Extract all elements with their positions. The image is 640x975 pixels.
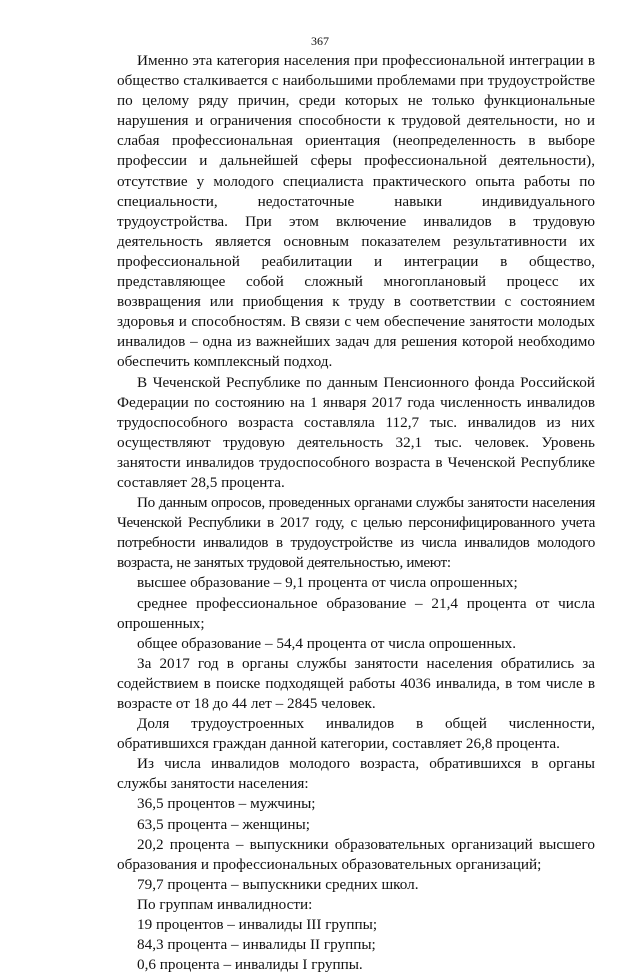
list-item-women: 63,5 процента – женщины;: [137, 815, 310, 833]
paragraph-category-integration: Именно эта категория населения при профессиональной интеграции в общество сталкивается с наибольшими проблемами при трудоустройстве по целому ряду причин, среди которых не только функциональные нарушения и ограничения способности к трудовой деятельности, но и слабая профессиональная ориентация (неопределенность в выборе профессии и дальнейшей сферы профессиональной деятельности), отсутствие у молодого специалиста практического опыта работы по специальности, недостаточные навыки индивидуального трудоустройства. При этом включение инвалидов в трудовую деятельность является основным показателем результативности их профессиональной реабилитации и интеграции в общество, представляющее собой сложный многоплановый процесс их возвращения или приобщения к труду в соответствии с состоянием здоровья и способностям. В связи с чем обеспечение занятости молодых инвалидов – одна из важнейших задач для решения которой необходимо обеспечить комплексный подход.: [117, 52, 595, 371]
document-body: [117, 51, 595, 975]
paragraph-survey-intro: По данным опросов, проведенных органами службы занятости населения Чеченской Республики в 2017 году, с целью персонифицированного учета потребности инвалидов в трудоустройстве из числа инвалидов молодого возраста, не занятых трудовой деятельностью, имеют:: [117, 494, 595, 572]
list-item-general-education: общее образование – 54,4 процента от числа опрошенных.: [137, 634, 517, 652]
disability-groups-heading: По группам инвалидности:: [137, 895, 313, 913]
list-item-school-graduates: 79,7 процента – выпускники средних школ.: [137, 875, 419, 893]
list-item-university-graduates: 20,2 процента – выпускники образовательных организаций высшего образования и профессиональных образовательных организаций;: [117, 835, 595, 873]
list-item-group-one: 0,6 процента – инвалиды I группы.: [137, 956, 363, 974]
list-item-men: 36,5 процентов – мужчины;: [137, 795, 316, 813]
list-item-secondary-professional-education: среднее профессиональное образование – 21,4 процента от числа опрошенных;: [117, 594, 595, 632]
list-item-group-two: 84,3 процента – инвалиды II группы;: [137, 936, 376, 954]
paragraph-pension-fund-statistics: В Чеченской Республике по данным Пенсионного фонда Российской Федерации по состоянию на 1 января 2017 года численность инвалидов трудоспособного возраста составляла 112,7 тыс. инвалидов из них осуществляют трудовую деятельность 32,1 тыс. человек. Уровень занятости инвалидов трудоспособного возраста в Чеченской Республике составляет 28,5 процента.: [117, 373, 595, 491]
paragraph-young-applicants-intro: Из числа инвалидов молодого возраста, обратившихся в органы службы занятости населения:: [117, 755, 595, 793]
page-number: 367: [311, 34, 329, 48]
paragraph-employed-share: Доля трудоустроенных инвалидов в общей численности, обратившихся граждан данной категории, составляет 26,8 процента.: [117, 715, 595, 753]
paragraph-employment-applications: За 2017 год в органы службы занятости населения обратились за содействием в поиске подходящей работы 4036 инвалида, в том числе в возрасте от 18 до 44 лет – 2845 человек.: [117, 654, 595, 712]
list-item-group-three: 19 процентов – инвалиды III группы;: [137, 916, 378, 934]
list-item-higher-education: высшее образование – 9,1 процента от числа опрошенных;: [137, 574, 518, 592]
